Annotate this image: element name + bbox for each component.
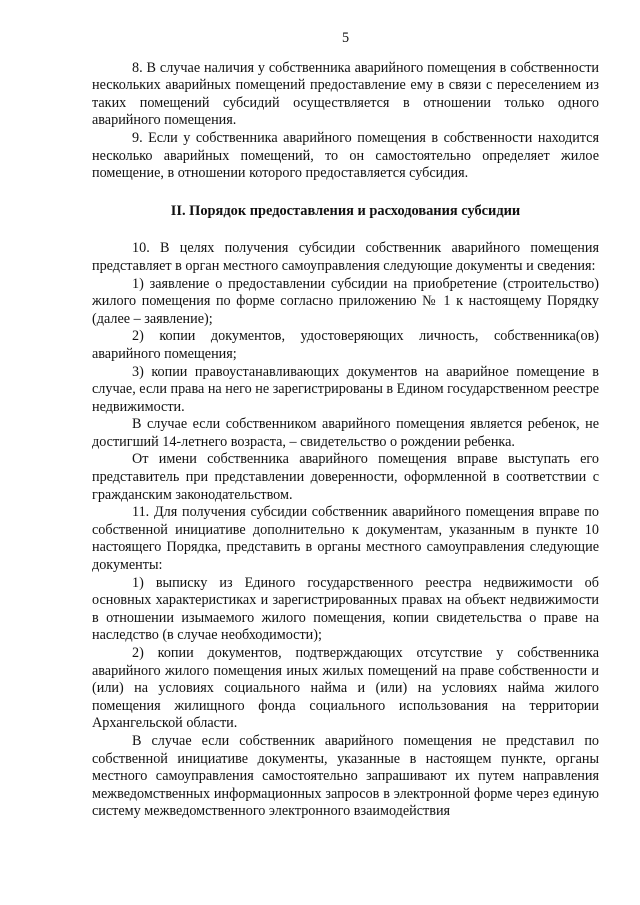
paragraph-child-owner: В случае если собственником аварийного помещения является ребенок, не достигший 14-летнего возраста, – свидетельство о рождении ребенка. [92,416,599,450]
section-heading: II. Порядок предоставления и расходования субсидии [170,202,521,219]
document-page [92,30,599,821]
page-number: 5 [341,30,350,46]
list-item-11-2: 2) копии документов, подтверждающих отсутствие у собственника аварийного жилого помещения иных жилых помещений на праве собственности и (или) на условиях социального найма и (или) на условиях найма жилого помещения жилищного фонда социального использования на территории Архангельской области. [92,645,599,732]
list-item-10-1: 1) заявление о предоставлении субсидии на приобретение (строительство) жилого помещения по форме согласно приложению № 1 к настоящему Порядку (далее – заявление); [92,275,599,327]
list-item-10-3: 3) копии правоустанавливающих документов на аварийное помещение в случае, если права на него не зарегистрированы в Едином государственном реестре недвижимости. [92,363,599,415]
list-item-11-1: 1) выписку из Единого государственного реестра недвижимости об основных характеристиках и зарегистрированных правах на объект недвижимости в отношении изымаемого жилого помещения, копии свидетельства о праве на наследство (в случае необходимости); [92,574,599,644]
paragraph-11: 11. Для получения субсидии собственник аварийного помещения вправе по собственной инициативе дополнительно к документам, указанным в пункте 10 настоящего Порядка, представить в органы местного самоуправления следующие документы: [92,504,599,574]
list-item-10-2: 2) копии документов, удостоверяющих личность, собственника(ов) аварийного помещения; [92,328,599,362]
paragraph-10: 10. В целях получения субсидии собственник аварийного помещения представляет в орган местного самоуправления следующие документы и сведения: [92,240,599,274]
paragraph-interagency-requests: В случае если собственник аварийного помещения не представил по собственной инициативе документы, указанные в настоящем пункте, органы местного самоуправления самостоятельно запрашивают их путем направления межведомственных информационных запросов в электронной форме через единую систему межведомственного электронного взаимодействия [92,732,599,820]
paragraph-representative: От имени собственника аварийного помещения вправе выступать его представитель при представлении доверенности, оформленной в соответствии с гражданским законодательством. [92,451,599,503]
paragraph-8: 8. В случае наличия у собственника аварийного помещения в собственности нескольких аварийных помещений предоставление ему в связи с переселением из таких помещений субсидий осуществляется в отношении только одного аварийного помещения. [92,59,599,129]
paragraph-9: 9. Если у собственника аварийного помещения в собственности находится несколько аварийных помещений, то он самостоятельно определяет жилое помещение, в отношении которого предоставляется субсидия. [92,129,599,182]
